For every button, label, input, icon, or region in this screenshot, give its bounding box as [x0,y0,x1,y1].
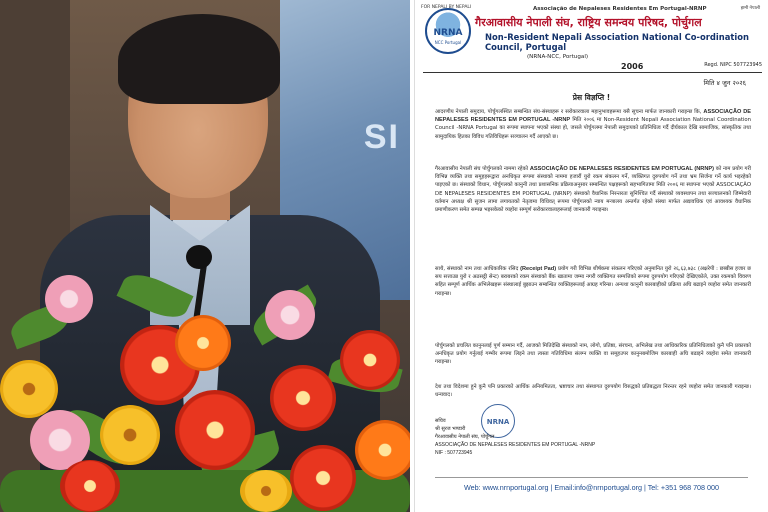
footer-divider [435,477,748,478]
nrna-logo-icon [425,8,471,54]
flower [60,460,120,512]
signatory-name: श्री सुरज भण्डारी [435,426,466,432]
signatory-nif: NIF : 507723945 [435,450,473,456]
header-portuguese-name: Associação de Nepaleses Residentes Em Portugal-NRNP [533,6,707,12]
flower [175,315,231,371]
paragraph-receipt-term: (Receipt Pad) [520,266,557,272]
paragraph-text: आदरणीय नेपाली समुदाय, पोर्चुगलस्थित सम्बन्धित संघ-संस्थाहरू र सरोकारवाला महानुभावहरूमा यसै सूचना मार्फत जानकारी गराइन्छ कि, [435,109,702,115]
official-stamp: NRNA [481,404,515,438]
flower [265,290,315,340]
flower [340,330,400,390]
header-nepali-title: गैरआवासीय नेपाली संघ, राष्ट्रिय समन्वय परिषद, पोर्चुगल [475,16,702,29]
header-year: 2006 [621,62,644,71]
screen-text: SI [363,118,400,156]
header-abbreviation: (NRNA-NCC, Portugal) [527,54,589,60]
flower [45,275,93,323]
flower [0,360,58,418]
signatory-role: सचिव [435,418,446,424]
paragraph-text: गैरआवासीय नेपाली संघ पोर्चुगलको नाममा रहेको [435,166,529,172]
paragraph-3 [435,265,751,298]
paragraph-text: को नाम प्रयोग गरी विभिन्न व्यक्ति तथा समूहहरूद्वारा अनधिकृत रूपमा संस्थाको नाममा हजारौं युरो रकम संकलन गर्ने, व्यक्तिगत दुरुपयोग गर्ने तथा भ्रम सिर्जना गर्ने कार्य भइरहेको पाइएको छ। संस्थाको विधान, पोर्चुगलको कानुनी तथा प्रशासनिक प्रक्रियाअनुसार सम्बन्धित पक्षहरूको सहभागितामा मिति २००६ मा स्थापना भएको ASSOCIAÇÃO DE NEPALESES RESIDENTES EM PORTUGAL (NRNP) संस्थाको वैधानिक निरन्तरता सुनिश्चित गर्दै संस्थाको व्यवस्थापन तथा सञ्चालनको जिम्मेवारी वर्तमान अध्यक्ष श्री सुजन लामा लगायतको नेतृत्वमा विधिवत् रूपमा पोर्चुगलको न्याय मन्त्रालय अन्तर्गत रहेको संस्था मार्फत अद्यावधिक एवं आवश्यक वैधानिक प्रमाणीकरण समेत सम्पन्न भइसकेको व्यहोरा सम्पूर्ण सरोकारवालाहरूलाई जानकारी गराइन्छ। [435,166,751,214]
leaf [117,267,194,326]
contact-footer: Web: www.nrnportugal.org | Email:info@nrnportugal.org | Tel: +351 968 708 000 [463,483,720,492]
letter-title: प्रेस विज्ञप्ति ! [572,93,611,102]
signatory-association: ASSOCIAÇÃO DE NEPALESES RESIDENTES EM PORTUGAL -NRNP [435,442,596,448]
registration-number: Regd. NIPC 507723945 [704,62,762,68]
header-divider [423,72,762,73]
signatory-organization: गैरआवासीय नेपाली संघ, पोर्चुगल [435,434,495,440]
press-release-document [414,0,768,512]
tagline-right: हामी नेपाली [740,6,760,11]
paragraph-text: प्रयोग गरी विभिन्न शीर्षकमा संकलन गरिएको अनुमानित युरो २६,६३,७३८ (अक्षरेपी : छब्बीस हजार छ सय सत्ताउन्न युरो र अठसट्ठी सेन्ट) बराबरको रकम संस्थाको बैंक खातामा जम्मा नगरी व्यक्तिगत सम्पत्तिको रूपमा दुरुपयोग गरिएको देखिएकोले, उक्त रकमको विवरण सहित सम्पूर्ण आर्थिक अभिलेखहरू संस्थालाई बुझाउन सम्बन्धित व्यक्तिहरूलाई आग्रह गरिन्छ। अन्यथा कानुनी कारबाहीको प्रक्रिया अघि बढाइने व्यहोरा समेत जानकारी गराइन्छ। [435,266,752,297]
flower [355,420,410,480]
header-english-title: Non-Resident Nepali Association National Co-ordination Council, Portugal [485,32,749,52]
logo-subtext: NCC Portugal [434,40,462,45]
paragraph-2 [435,165,751,214]
logo-text: NRNA [433,28,463,38]
flower [240,470,292,512]
tagline-left: FOR NEPALI BY NEPALI [421,5,472,10]
paragraph-text: मिति २००६ मा Non-Resident Nepali Association National Coordination Council -NRNA Portugal का रूपमा स्थापना भएको संस्था हो, जसले पोर्चुगलमा नेपाली समुदायको प्रतिनिधित्व गर्दै दीर्घकाल देखि सामाजिक, सांस्कृतिक तथा सामुदायिक हितका विविध गतिविधिहरू सञ्चालन गर्दै आएको छ। [435,117,751,140]
paragraph-text: पोर्चुगलको प्रचलित कानुनलाई पूर्ण सम्मान गर्दै, आजको मितिदेखि संस्थाको नाम, लोगो, प्रतिष्ठा, संरचना, अभिलेख तथा आधिकारिक प्रतिनिधित्वको कुनै पनि प्रकारको अनधिकृत प्रयोग गर्नुलाई गम्भीर रूपमा लिइने तथा त्यस्ता गतिविधिमा संलग्न व्यक्ति वा समूहउपर कानुनबमोजिम कारबाही अघि बढाइने व्यहोरा समेत जानकारी गराइन्छ। [435,343,751,366]
flower-arrangement [0,270,410,512]
paragraph-text: देश तथा विदेशमा हुने कुनै पनि प्रकारको आर्थिक अनियमितता, भ्रष्टाचार तथा संस्थागत दुरुपयोग विरुद्धको प्रतिबद्धता निरन्तर रहने व्यहोरा समेत जानकारी गराइन्छ। धन्यवाद। [435,384,751,399]
microphone-icon [186,245,212,269]
paragraph-5 [435,383,751,399]
letter-date: मिति ४ जुन २०२६ [703,79,746,87]
speaker-hair [118,14,280,104]
paragraph-org-name: ASSOCIAÇÃO DE NEPALESES RESIDENTES EM PORTUGAL (NRNP) [529,166,714,172]
paragraph-1 [435,108,751,141]
flower [290,445,356,511]
paragraph-org-name: ASSOCIAÇÃO DE NEPALESES RESIDENTES EM PORTUGAL -NRNP [435,109,751,124]
paragraph-text: साथै, संस्थाको नाम तथा आधिकारिक रसिद [435,266,519,272]
flower [175,390,255,470]
paragraph-4 [435,342,751,367]
flower [270,365,336,431]
flower [100,405,160,465]
